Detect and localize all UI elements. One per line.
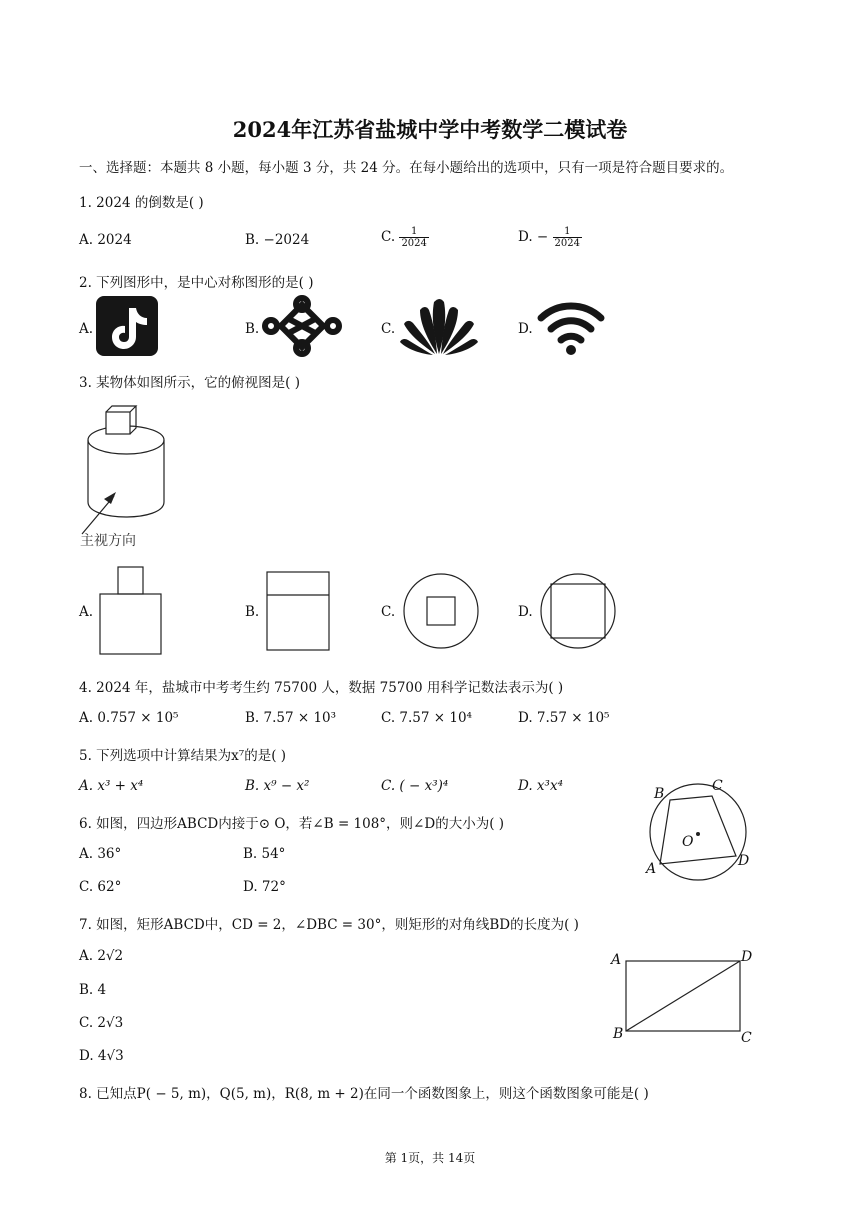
question-4-stem: 4. 2024 年，盐城市中考考生约 75700 人，数据 75700 用科学记数法表示为( ) <box>79 680 564 696</box>
q7-label-b: B <box>613 1026 624 1042</box>
q7-option-d: D. 4√3 <box>79 1048 124 1064</box>
q7-rectangle-figure <box>620 956 750 1036</box>
q7-option-b: B. 4 <box>79 982 107 998</box>
q2-option-c: C. <box>381 321 396 337</box>
q3-option-c-figure <box>402 572 480 650</box>
q4-option-c: C. 7.57 × 10⁴ <box>381 710 472 726</box>
q6-label-d: D <box>738 853 750 869</box>
cylinder-with-cube-figure <box>80 404 180 544</box>
q7-option-a: A. 2√2 <box>79 948 124 964</box>
q5-option-b: B. x⁹ − x² <box>245 778 310 794</box>
q1-option-c-fraction <box>399 226 428 249</box>
question-6-stem: 6. 如图，四边形ABCD内接于⊙ O，若∠B = 108°，则∠D的大小为( ) <box>79 816 505 832</box>
q2-option-a: A. <box>79 321 94 337</box>
q6-label-a: A <box>646 861 657 877</box>
q6-label-b: B <box>654 786 665 802</box>
page-title: 2024年江苏省盐城中学中考数学二模试卷 <box>232 117 628 142</box>
q6-option-d: D. 72° <box>243 879 286 895</box>
question-1-stem: 1. 2024 的倒数是( ) <box>79 195 204 211</box>
q7-label-c: C <box>741 1030 752 1046</box>
q3-option-d-figure <box>539 572 617 650</box>
frac-denominator: 2024 <box>401 238 427 249</box>
q3-option-b: B. <box>245 604 260 620</box>
frac-numerator: 1 <box>553 226 582 238</box>
q7-label-a: A <box>611 952 622 968</box>
q6-label-c: C <box>712 778 723 794</box>
q5-option-d: D. x³x⁴ <box>518 778 563 794</box>
q3-option-a-figure <box>98 566 164 656</box>
wifi-icon <box>536 298 606 356</box>
chinese-knot-icon <box>262 296 342 356</box>
question-8-stem: 8. 已知点P( − 5, m)，Q(5, m)，R(8, m + 2)在同一个函数图象上，则这个函数图象可能是( ) <box>79 1086 649 1102</box>
q3-option-a: A. <box>79 604 94 620</box>
q3-option-b-figure <box>265 570 331 652</box>
q4-option-b: B. 7.57 × 10³ <box>245 710 337 726</box>
q7-label-d: D <box>741 949 753 965</box>
q1-option-d-fraction <box>553 226 582 249</box>
question-5-stem: 5. 下列选项中计算结果为x⁷的是( ) <box>79 748 287 764</box>
q1-option-c-prefix: C. <box>381 229 396 245</box>
q6-option-b: B. 54° <box>243 846 286 862</box>
q6-label-o: O <box>682 834 694 850</box>
section-heading: 一、选择题：本题共 8 小题，每小题 3 分，共 24 分。在每小题给出的选项中，只有一项是符合题目要求的。 <box>79 160 734 176</box>
figure-caption-view-direction: 主视方向 <box>80 533 136 549</box>
tiktok-logo-icon <box>96 296 158 356</box>
q4-option-d: D. 7.57 × 10⁵ <box>518 710 610 726</box>
question-2-stem: 2. 下列图形中，是中心对称图形的是( ) <box>79 275 314 291</box>
q7-option-c: C. 2√3 <box>79 1015 124 1031</box>
q1-option-a: A. 2024 <box>79 232 132 248</box>
frac-denominator: 2024 <box>554 238 580 249</box>
question-3-stem: 3. 某物体如图所示，它的俯视图是( ) <box>79 375 300 391</box>
q6-option-c: C. 62° <box>79 879 122 895</box>
q1-option-d <box>518 226 582 249</box>
question-7-stem: 7. 如图，矩形ABCD中，CD = 2，∠DBC = 30°，则矩形的对角线BD的长度为( ) <box>79 917 579 933</box>
q2-option-b: B. <box>245 321 260 337</box>
q4-option-a: A. 0.757 × 10⁵ <box>79 710 179 726</box>
q2-option-d: D. <box>518 321 533 337</box>
huawei-logo-icon <box>398 296 480 356</box>
q3-option-d: D. <box>518 604 533 620</box>
frac-numerator: 1 <box>399 226 428 238</box>
q5-option-a: A. x³ + x⁴ <box>79 778 144 794</box>
q6-option-a: A. 36° <box>79 846 122 862</box>
q3-option-c: C. <box>381 604 396 620</box>
q5-option-c: C. ( − x³)⁴ <box>381 778 449 794</box>
q1-option-c <box>381 226 429 249</box>
q1-option-d-prefix: D. − <box>518 229 549 245</box>
page-footer: 第 1页，共 14页 <box>384 1151 476 1165</box>
q1-option-b: B. −2024 <box>245 232 310 248</box>
